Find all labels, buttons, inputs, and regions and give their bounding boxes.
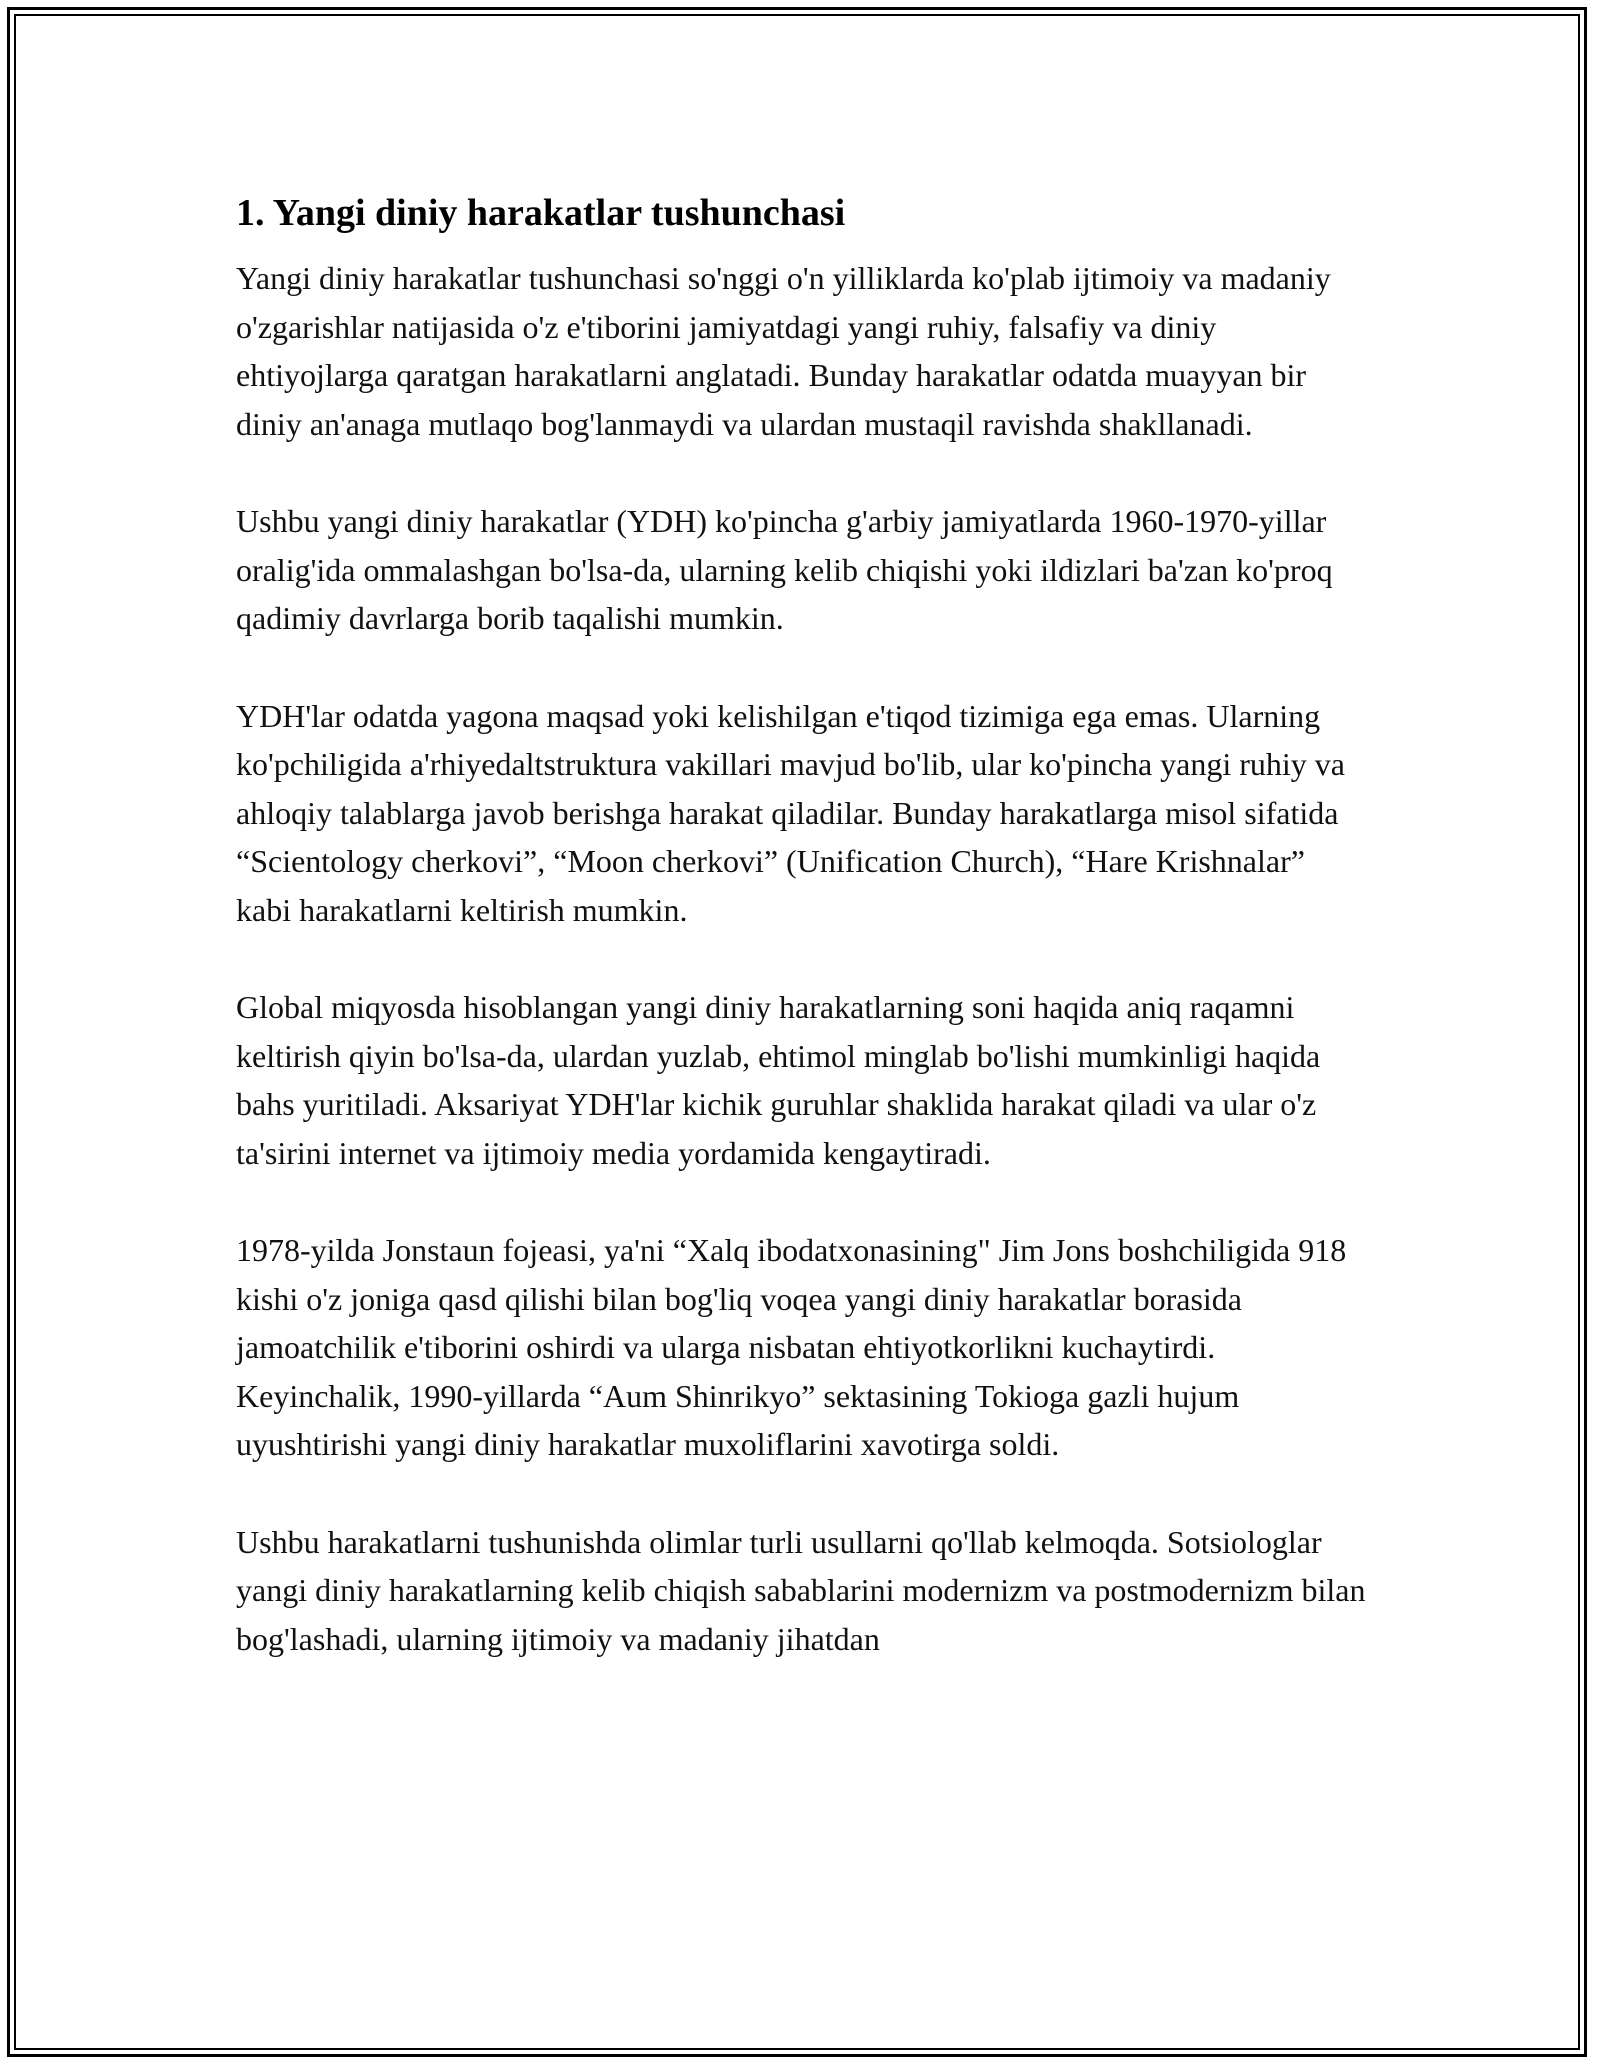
paragraph-3: YDH'lar odatda yagona maqsad yoki kelishilgan e'tiqod tizimiga ega emas. Ularning ko'pchiligida a'rhiyedaltstruktura vakillari mavjud bo'lib, ular ko'pincha yangi ruhiy va ahloqiy talablarga javob berishga harakat qiladilar. Bunday harakatlarga misol sifatida “Scientology cherkovi”, “Moon cherkovi” (Unification Church), “Hare Krishnalar” kabi harakatlarni keltirish mumkin. xyxy=(236,697,1345,928)
document-body xyxy=(236,188,1366,1712)
paragraph-6: Ushbu harakatlarni tushunishda olimlar turli usullarni qo'llab kelmoqda. Sotsiologlar yangi diniy harakatlarning kelib chiqish sabablarini modernizm va postmodernizm bilan bog'lashadi, ularning ijtimoiy va madaniy jihatdan xyxy=(236,1523,1366,1657)
paragraph-2: Ushbu yangi diniy harakatlar (YDH) ko'pincha g'arbiy jamiyatlarda 1960-1970-yillar oralig'ida ommalashgan bo'lsa-da, ularning kelib chiqishi yoki ildizlari ba'zan ko'proq qadimiy davrlarga borib taqalishi mumkin. xyxy=(236,503,1333,636)
section-heading: 1. Yangi diniy harakatlar tushunchasi xyxy=(236,192,846,234)
paragraph-4: Global miqyosda hisoblangan yangi diniy harakatlarning soni haqida aniq raqamni keltirish qiyin bo'lsa-da, ulardan yuzlab, ehtimol minglab bo'lishi mumkinligi haqida bahs yuritiladi. Aksariyat YDH'lar kichik guruhlar shaklida harakat qiladi va ular o'z ta'sirini internet va ijtimoiy media yordamida kengaytiradi. xyxy=(236,989,1321,1171)
paragraph-5: 1978-yilda Jonstaun fojeasi, ya'ni “Xalq ibodatxonasining" Jim Jons boshchiligida 918 kishi o'z joniga qasd qilishi bilan bog'liq voqea yangi diniy harakatlar borasida jamoatchilik e'tiborini oshirdi va ularga nisbatan ehtiyotkorlikni kuchaytirdi. Keyinchalik, 1990-yillarda “Aum Shinrikyo” sektasining Tokioga gazli hujum uyushtirishi yangi diniy harakatlar muxoliflarini xavotirga soldi. xyxy=(236,1232,1347,1462)
paragraph-1: Yangi diniy harakatlar tushunchasi so'nggi o'n yilliklarda ko'plab ijtimoiy va madaniy o'zgarishlar natijasida o'z e'tiborini jamiyatdagi yangi ruhiy, falsafiy va diniy ehtiyojlarga qaratgan harakatlarni anglatadi. Bunday harakatlar odatda muayyan bir diniy an'anaga mutlaqo bog'lanmaydi va ulardan mustaqil ravishda shakllanadi. xyxy=(236,260,1331,442)
